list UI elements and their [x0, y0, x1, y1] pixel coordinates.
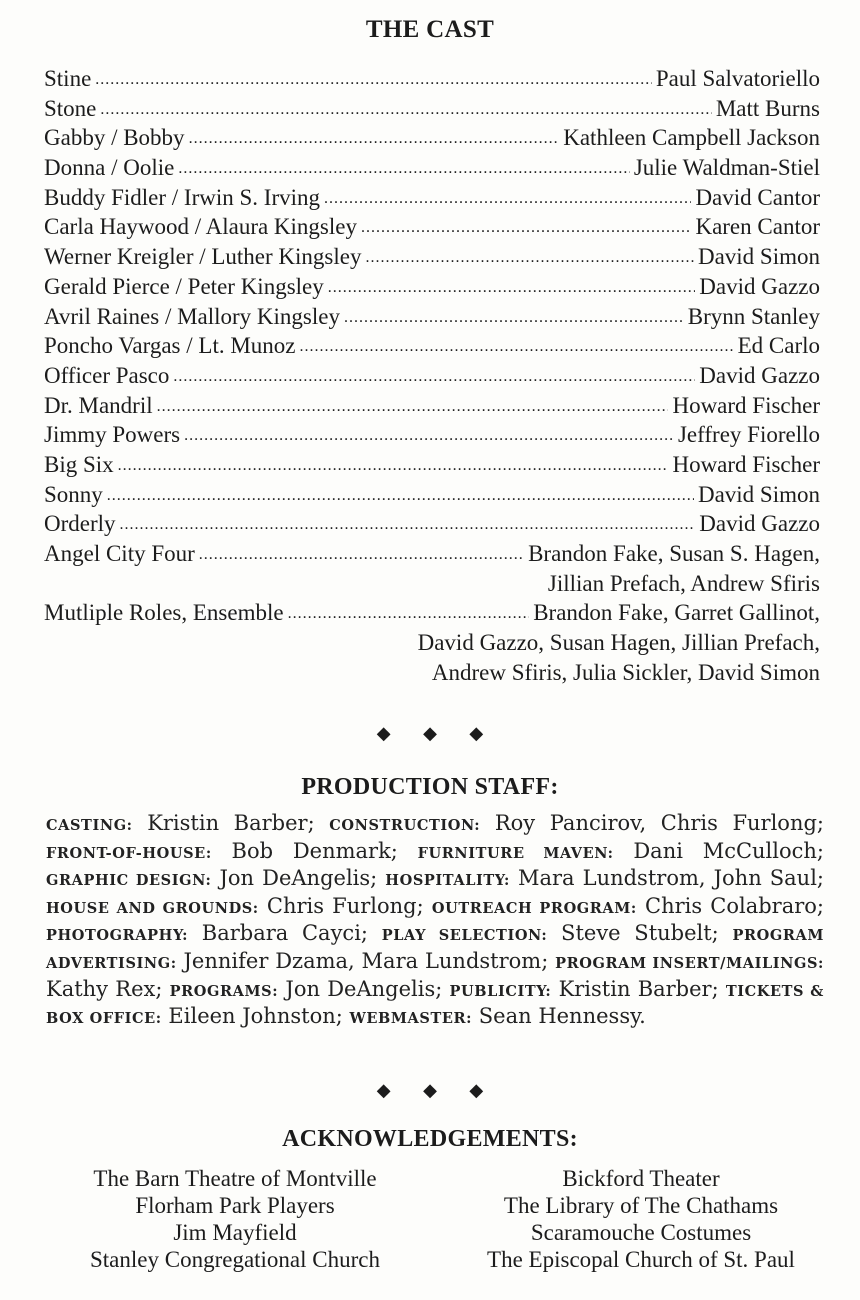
cast-row [44, 509, 820, 539]
cast-row [44, 272, 820, 302]
cast-row [44, 183, 820, 213]
staff-label: CASTING: [46, 817, 133, 834]
cast-row [44, 361, 820, 391]
dot-leader [328, 270, 696, 303]
staff-label: GRAPHIC DESIGN: [46, 872, 212, 890]
staff-value: Roy Pancirov, Chris Furlong; [480, 811, 824, 835]
staff-value: Steve Stubelt; [547, 921, 733, 946]
staff-value: Chris Furlong; [258, 893, 432, 918]
acknowledgements-right-column [441, 1165, 841, 1273]
dot-leader [107, 478, 694, 511]
cast-actor: Ed Carlo [737, 333, 820, 359]
cast-actor: Kathleen Campbell Jackson [563, 125, 820, 151]
cast-role: Gerald Pierce / Peter Kingsley [44, 273, 324, 299]
acknowledgement-item: Scaramouche Costumes [530, 1220, 752, 1245]
cast-row [44, 450, 820, 480]
staff-label: TICKETS & BOX OFFICE: [46, 982, 825, 1028]
cast-actor-continuation: Jillian Prefach, Andrew Sfiris [547, 570, 820, 596]
cast-role: Stone [44, 95, 97, 121]
staff-label: HOSPITALITY: [385, 872, 510, 890]
cast-actor-continuation: Andrew Sfiris, Julia Sickler, David Simon [431, 659, 820, 685]
staff-value: Jon DeAngelis; [211, 866, 386, 891]
dot-leader [157, 389, 669, 422]
staff-value: Kathy Rex; [46, 976, 170, 1001]
staff-value: Dani McCulloch; [613, 838, 824, 863]
staff-label: WEBMASTER: [349, 1010, 473, 1028]
dot-leader [324, 181, 691, 214]
diamond-divider: ◆ ◆ ◆ [376, 723, 498, 743]
acknowledgement-item: Stanley Congregational Church [90, 1247, 380, 1272]
cast-row [44, 302, 820, 332]
cast-role: Officer Pasco [44, 362, 170, 388]
staff-value: Jon DeAngelis; [278, 976, 450, 1001]
staff-label: PROGRAM ADVERTISING: [46, 927, 824, 972]
dot-leader [199, 537, 524, 570]
cast-role: Big Six [44, 451, 114, 477]
staff-value: Sean Hennessy. [472, 1004, 646, 1029]
cast-row [44, 64, 820, 94]
cast-actor: Paul Salvatoriello [655, 66, 820, 91]
cast-actor: David Gazzo [699, 273, 820, 299]
staff-label: OUTREACH PROGRAM: [431, 899, 637, 917]
cast-row [44, 480, 820, 510]
production-staff-paragraph [46, 811, 824, 1032]
cast-role: Angel City Four [44, 541, 195, 566]
dot-leader [344, 300, 684, 333]
cast-row [44, 391, 820, 421]
cast-role: Sonny [44, 481, 103, 507]
staff-label: CONSTRUCTION: [329, 817, 481, 834]
acknowledgement-item: The Episcopal Church of St. Paul [487, 1247, 795, 1272]
cast-row [44, 598, 820, 628]
cast-role: Carla Haywood / Alaura Kingsley [44, 214, 357, 240]
cast-row [44, 331, 820, 361]
cast-actor: Howard Fischer [672, 392, 820, 418]
cast-actor: David Cantor [695, 184, 820, 210]
acknowledgement-item: The Barn Theatre of Montville [93, 1166, 377, 1191]
acknowledgement-item: The Library of The Chathams [503, 1193, 779, 1218]
cast-role: Orderly [44, 511, 116, 537]
dot-leader [361, 210, 691, 243]
dot-leader [173, 359, 695, 392]
cast-actor: Howard Fischer [672, 451, 820, 477]
staff-label: FURNITURE MAVEN: [417, 844, 614, 862]
cast-row [44, 153, 820, 183]
cast-actor: David Gazzo [699, 362, 820, 388]
cast-role: Stine [44, 66, 92, 91]
cast-actor: Brandon Fake, Garret Gallinot, [533, 600, 820, 626]
dot-leader [100, 92, 711, 125]
cast-role: Dr. Mandril [44, 392, 153, 418]
cast-actor-continuation: David Gazzo, Susan Hagen, Jillian Prefach, [417, 630, 820, 656]
cast-actor: Matt Burns [715, 95, 820, 121]
cast-actor: Brandon Fake, Susan S. Hagen, [528, 541, 820, 566]
staff-label: PROGRAMS: [169, 982, 279, 1000]
cast-role: Mutliple Roles, Ensemble [44, 600, 284, 626]
cast-row [44, 123, 820, 153]
cast-actor: Brynn Stanley [687, 303, 820, 329]
staff-label: PLAY SELECTION: [381, 927, 548, 945]
dot-leader [288, 596, 530, 629]
cast-actor: David Simon [697, 481, 820, 507]
diamond-divider: ◆ ◆ ◆ [376, 1080, 498, 1100]
cast-role: Poncho Vargas / Lt. Munoz [44, 333, 296, 359]
cast-row [44, 539, 820, 569]
cast-actor: Karen Cantor [695, 214, 820, 240]
acknowledgement-item: Bickford Theater [562, 1166, 720, 1191]
dot-leader [95, 62, 652, 95]
dot-leader [365, 240, 693, 273]
dot-leader [178, 151, 630, 184]
staff-value: Bob Denmark; [211, 838, 418, 863]
production-staff-heading: PRODUCTION STAFF: [301, 774, 559, 800]
staff-label: PUBLICITY: [449, 982, 552, 1000]
dot-leader [118, 448, 669, 481]
cast-role: Werner Kreigler / Luther Kingsley [44, 244, 362, 270]
cast-role: Jimmy Powers [44, 422, 181, 448]
acknowledgement-item: Florham Park Players [135, 1193, 335, 1218]
staff-value: Jennifer Dzama, Mara Lundstrom; [176, 948, 556, 973]
cast-actor: Julie Waldman-Stiel [633, 155, 820, 181]
cast-row [44, 212, 820, 242]
dot-leader [300, 329, 734, 362]
staff-value: Kristin Barber; [551, 976, 726, 1001]
staff-value: Mara Lundstrom, John Saul; [509, 866, 825, 891]
cast-role: Gabby / Bobby [44, 125, 185, 151]
cast-row [44, 94, 820, 124]
staff-label: HOUSE AND GROUNDS: [46, 899, 259, 917]
cast-actor: David Simon [697, 244, 820, 270]
staff-label: PROGRAM INSERT/MAILINGS: [555, 954, 824, 972]
dot-leader [120, 507, 696, 540]
cast-row [44, 242, 820, 272]
staff-label: PHOTOGRAPHY: [46, 927, 189, 945]
cast-role: Donna / Oolie [44, 155, 175, 181]
staff-value: Eileen Johnston; [161, 1004, 350, 1029]
staff-label: FRONT-OF-HOUSE: [46, 844, 212, 862]
cast-role: Avril Raines / Mallory Kingsley [44, 303, 340, 329]
cast-heading: THE CAST [365, 16, 495, 43]
acknowledgement-item: Jim Mayfield [173, 1220, 297, 1245]
staff-value: Barbara Cayci; [188, 921, 382, 946]
cast-actor: Jeffrey Fiorello [677, 422, 820, 448]
staff-value: Kristin Barber; [132, 811, 330, 835]
cast-actor: David Gazzo [699, 511, 820, 537]
staff-value: Chris Colabraro; [636, 893, 824, 918]
dot-leader [189, 121, 560, 154]
acknowledgements-left-column [35, 1165, 435, 1273]
dot-leader [184, 418, 674, 451]
cast-list [44, 64, 820, 687]
acknowledgements-heading: ACKNOWLEDGEMENTS: [282, 1126, 578, 1152]
cast-row [44, 420, 820, 450]
cast-role: Buddy Fidler / Irwin S. Irving [44, 184, 320, 210]
